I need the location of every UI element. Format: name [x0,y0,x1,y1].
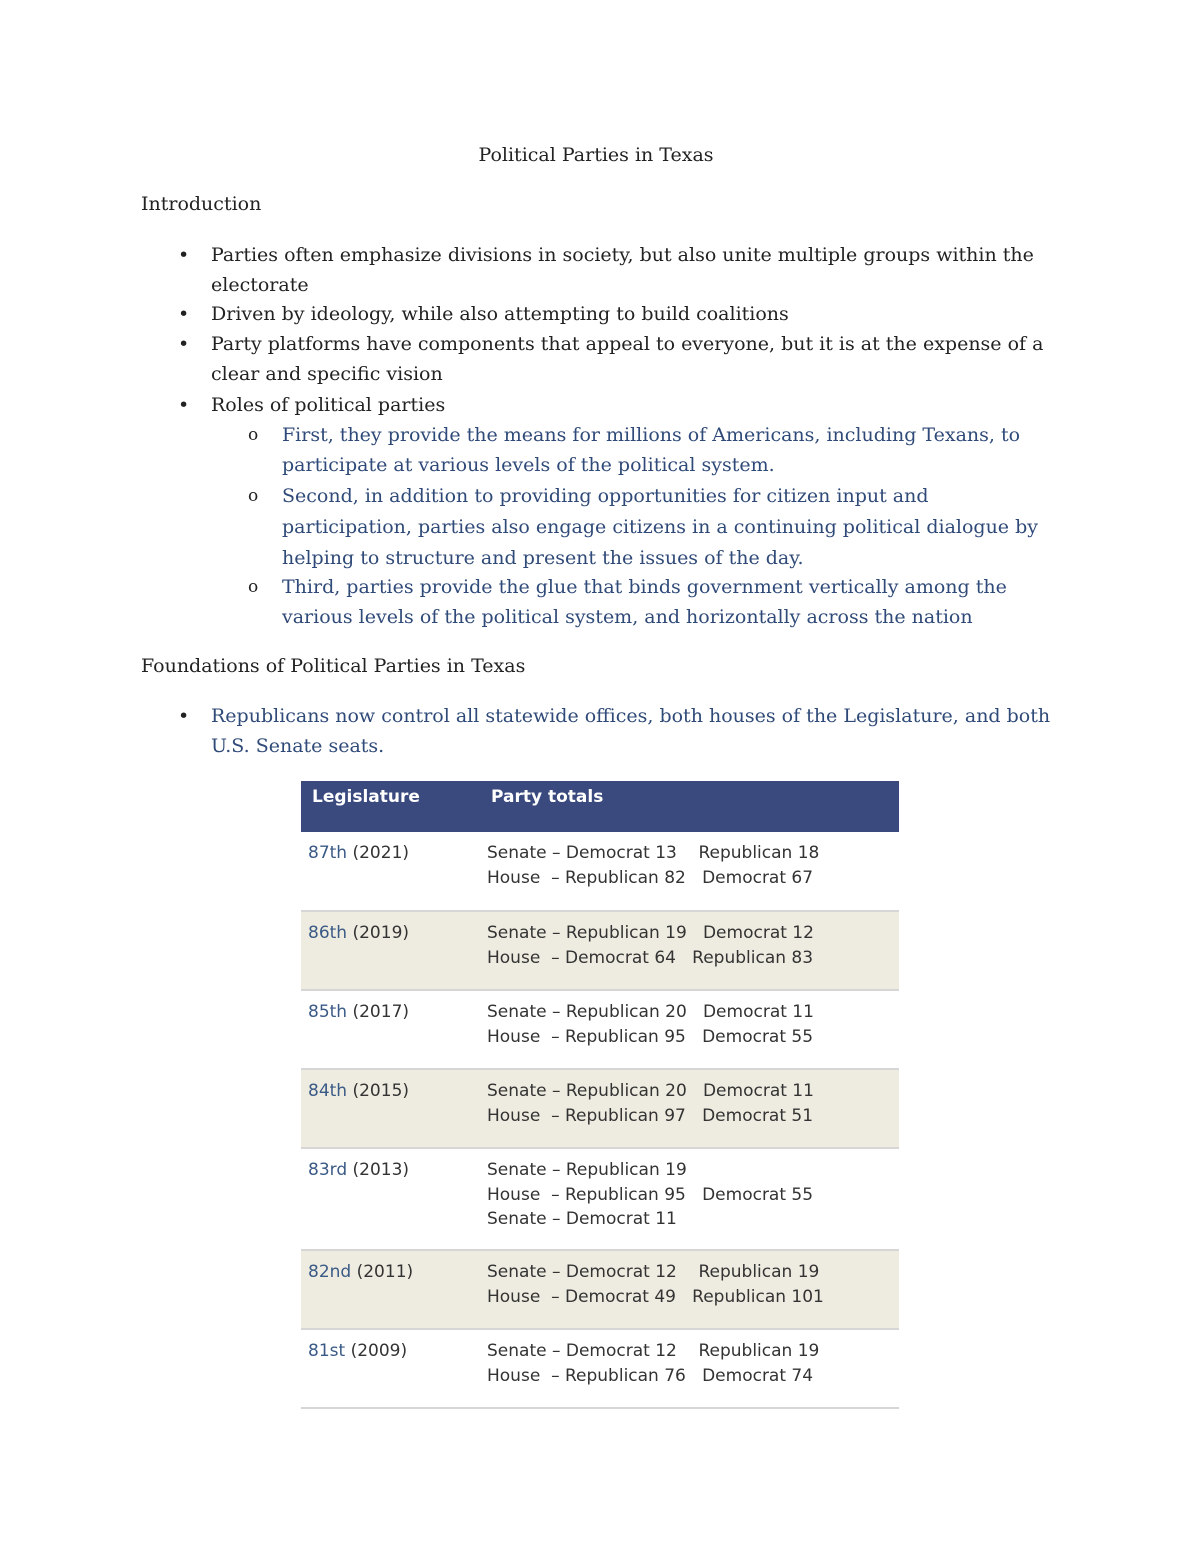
session-link[interactable]: 84th [308,1081,348,1101]
session-link[interactable]: 86th [308,923,348,943]
table-row [301,912,899,991]
party-totals-cell [487,1079,814,1128]
session-year: (2017) [352,1002,410,1022]
bullet-icon: • [178,303,190,325]
party-total-line: House – Republican 95 Democrat 55 [487,1184,814,1205]
bullet-icon: • [178,244,190,266]
list-item-text: Parties often emphasize divisions in society, but also unite multiple groups within the electorate [211,244,1034,296]
sub-bullet-icon: o [248,577,259,597]
table-row [301,1149,899,1251]
list-item-text: Driven by ideology, while also attempting to build coalitions [211,303,789,325]
session-link[interactable]: 81st [308,1341,346,1361]
party-total-line: House – Republican 95 Democrat 55 [487,1026,814,1047]
session-year: (2021) [352,843,410,863]
party-total-line: Senate – Republican 19 [487,1160,687,1180]
list-item-text: Republicans now control all statewide offices, both houses of the Legislature, and both U.S. Senate seats. [211,705,1051,757]
legislature-party-table [301,781,899,1409]
session-link[interactable]: 83rd [308,1160,348,1180]
section-heading-foundations: Foundations of Political Parties in Texas [141,655,526,677]
sub-bullet-icon: o [248,486,259,506]
table-header-row [301,781,899,832]
party-totals-cell [487,1158,813,1232]
party-totals-cell [487,1000,814,1049]
session-link[interactable]: 82nd [308,1262,352,1282]
party-total-line: Senate – Republican 20 Democrat 11 [487,1081,814,1101]
party-total-line: Senate – Democrat 11 [487,1209,677,1229]
legislature-cell [308,1339,407,1363]
bullet-icon: • [178,333,190,355]
legislature-cell [308,841,409,865]
sub-list-item [248,420,1052,480]
session-year: (2011) [356,1262,414,1282]
list-item [178,390,1051,420]
bullet-icon: • [178,705,190,727]
legislature-cell [308,1000,409,1024]
sub-list-item [248,572,1052,632]
list-item-text: Party platforms have components that appeal to everyone, but it is at the expense of a clear and specific vision [211,333,1044,385]
sub-list-item [248,481,1052,574]
list-item-text: Roles of political parties [211,394,446,416]
list-item [178,240,1051,300]
sub-list-item-text: Second, in addition to providing opportunities for citizen input and participation, parties also engage citizens in a continuing political dialogue by helping to structure and present the issues of the day. [282,485,1038,569]
table-row [301,991,899,1070]
party-total-line: Senate – Democrat 13 Republican 18 [487,843,820,863]
document-title: Political Parties in Texas [478,144,714,166]
table-row [301,1330,899,1409]
section-heading-introduction: Introduction [141,193,262,215]
session-year: (2013) [352,1160,410,1180]
legislature-cell [308,1079,409,1103]
party-totals-cell [487,841,819,890]
list-item [178,701,1051,761]
party-totals-cell [487,1260,824,1309]
legislature-cell [308,1158,409,1182]
party-total-line: Senate – Republican 20 Democrat 11 [487,1002,814,1022]
party-totals-cell [487,1339,819,1388]
party-total-line: House – Republican 76 Democrat 74 [487,1365,814,1386]
session-link[interactable]: 85th [308,1002,348,1022]
party-total-line: Senate – Democrat 12 Republican 19 [487,1341,820,1361]
session-link[interactable]: 87th [308,843,348,863]
party-total-line: Senate – Democrat 12 Republican 19 [487,1262,820,1282]
table-row [301,1251,899,1330]
party-total-line: Senate – Republican 19 Democrat 12 [487,923,814,943]
party-total-line: House – Republican 82 Democrat 67 [487,867,814,888]
party-total-line: House – Republican 97 Democrat 51 [487,1105,814,1126]
table-row [301,832,899,912]
session-year: (2019) [352,923,410,943]
legislature-cell [308,921,409,945]
column-header-legislature: Legislature [312,787,420,807]
column-header-party-totals: Party totals [491,787,604,807]
legislature-cell [308,1260,413,1284]
session-year: (2009) [350,1341,408,1361]
sub-bullet-icon: o [248,425,259,445]
bullet-icon: • [178,394,190,416]
list-item [178,299,1051,329]
sub-list-item-text: First, they provide the means for millions of Americans, including Texans, to participate at various levels of the political system. [282,424,1021,476]
list-item [178,329,1051,389]
table-row [301,1070,899,1149]
session-year: (2015) [352,1081,410,1101]
party-total-line: House – Democrat 64 Republican 83 [487,947,814,968]
sub-list-item-text: Third, parties provide the glue that binds government vertically among the various levels of the political system, and horizontally across the nation [282,576,1007,628]
party-totals-cell [487,921,814,970]
party-total-line: House – Democrat 49 Republican 101 [487,1286,824,1307]
